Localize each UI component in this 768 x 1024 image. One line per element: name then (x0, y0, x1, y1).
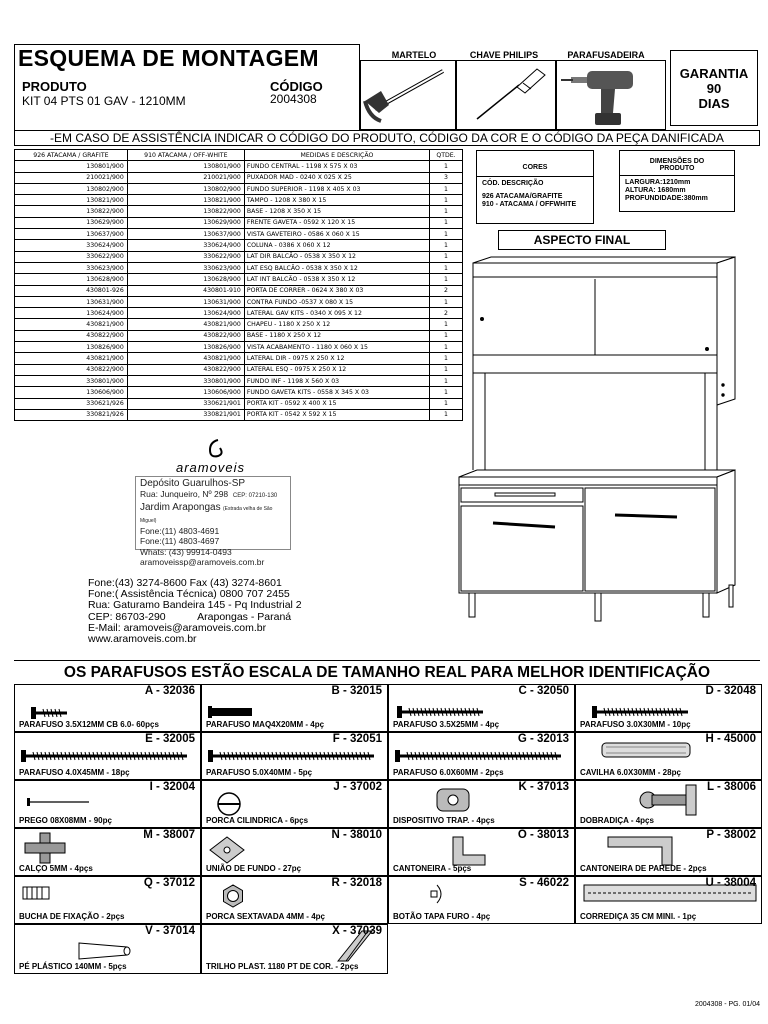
cell-grafite-code: 130624/900 (15, 308, 128, 319)
cell-qty: 1 (430, 330, 463, 341)
contacts-block (88, 578, 302, 645)
hardware-description: CORREDIÇA 35 CM MINI. - 1pç (580, 912, 697, 921)
cell-grafite-code: 330623/900 (15, 262, 128, 273)
hardware-code: D - 32048 (705, 685, 756, 697)
hardware-description: CALÇO 5MM - 4pçs (19, 864, 93, 873)
cell-offwhite-code: 130631/900 (127, 296, 244, 307)
hardware-description: PREGO 08X08MM - 90pç (19, 816, 112, 825)
cell-description: LATERAL ESQ - 0975 X 250 X 12 (244, 364, 429, 375)
hardware-item (575, 732, 762, 780)
product-label: PRODUTO (22, 79, 87, 94)
cell-qty: 1 (430, 229, 463, 240)
warranty-line2: 90 (706, 81, 722, 96)
deposit-box (135, 476, 291, 568)
table-row (15, 319, 463, 330)
table-row (15, 375, 463, 386)
contact-address: Rua: Gaturamo Bandeira 145 - Pq Industrial 2 (88, 599, 302, 612)
cell-description: FUNDO INF - 1198 X 560 X 03 (244, 375, 429, 386)
cell-grafite-code: 130826/900 (15, 342, 128, 353)
deposit-street: Rua: Junqueiro, Nº 298 (140, 489, 229, 500)
cell-offwhite-code: 130802/900 (127, 183, 244, 194)
cell-description: LAT INT BALCÃO - 0538 X 350 X 12 (244, 274, 429, 285)
cell-qty: 1 (430, 240, 463, 251)
hardware-description: PORCA SEXTAVADA 4MM - 4pç (206, 912, 325, 921)
hardware-code: E - 32005 (145, 733, 195, 745)
cell-qty: 1 (430, 398, 463, 409)
cell-offwhite-code: 130628/900 (127, 274, 244, 285)
table-row (15, 398, 463, 409)
screwdriver-label: CHAVE PHILIPS (469, 50, 539, 60)
cell-offwhite-code: 130606/900 (127, 387, 244, 398)
brand-name: aramoveis (176, 460, 245, 475)
deposit-note: (Estrada velha de Sâo Miguel) (140, 505, 273, 524)
cell-offwhite-code: 430801-910 (127, 285, 244, 296)
cell-grafite-code: 130801/900 (15, 161, 128, 172)
cell-grafite-code: 430821/900 (15, 319, 128, 330)
cell-qty: 1 (430, 183, 463, 194)
warranty-box (670, 50, 758, 126)
hardware-code: N - 38010 (331, 829, 382, 841)
cell-grafite-code: 330622/900 (15, 251, 128, 262)
hardware-code: Q - 37012 (143, 877, 195, 889)
table-row (15, 364, 463, 375)
cell-description: PORTA KIT - 0592 X 400 X 15 (244, 398, 429, 409)
cabinet-drawing (455, 255, 755, 645)
cell-description: CONTRA FUNDO -0537 X 080 X 15 (244, 296, 429, 307)
cell-description: BASE - 1180 X 250 X 12 (244, 330, 429, 341)
hardware-item (14, 876, 201, 924)
hardware-item (388, 684, 575, 732)
brand-logo-icon (198, 438, 228, 462)
cell-offwhite-code: 130624/900 (127, 308, 244, 319)
colors-line2: 910 - ATACAMA / OFFWHITE (482, 201, 577, 208)
cell-grafite-code: 130631/900 (15, 296, 128, 307)
hardware-item (575, 828, 762, 876)
cell-grafite-code: 330821/926 (15, 409, 128, 420)
hardware-code: H - 45000 (705, 733, 756, 745)
hardware-description: CANTONEIRA - 5pçs (393, 864, 472, 873)
hardware-code: U - 38004 (705, 877, 756, 889)
table-row (15, 342, 463, 353)
colors-header: CÓD. DESCRIÇÃO (477, 176, 593, 187)
hardware-code: X - 37039 (332, 925, 382, 937)
cell-qty: 1 (430, 251, 463, 262)
cell-grafite-code: 130628/900 (15, 274, 128, 285)
hardware-item (575, 780, 762, 828)
table-row (15, 240, 463, 251)
cell-qty: 1 (430, 364, 463, 375)
colors-line1: 926 ATACAMA/GRAFITE (482, 193, 563, 200)
screwdriver-box (456, 60, 556, 130)
hardware-description: PARAFUSO 3.5X25MM - 4pç (393, 720, 500, 729)
hardware-description: PORCA CILINDRICA - 6pçs (206, 816, 309, 825)
hardware-description: PARAFUSO 3.0X30MM - 10pç (580, 720, 691, 729)
cell-description: LATERAL DIR - 0975 X 250 X 12 (244, 353, 429, 364)
hardware-item (388, 732, 575, 780)
cell-description: VISTA GAVETEIRO - 0586 X 060 X 15 (244, 229, 429, 240)
cell-offwhite-code: 130637/900 (127, 229, 244, 240)
table-row (15, 330, 463, 341)
final-look-label: ASPECTO FINAL (498, 230, 666, 250)
dimensions-title-2: PRODUTO (659, 165, 695, 172)
contact-cep: CEP: 86703-290 Arapongas - Paraná (88, 610, 292, 623)
hardware-description: UNIÃO DE FUNDO - 27pç (206, 864, 302, 873)
hardware-code: V - 37014 (145, 925, 195, 937)
warranty-line3: DIAS (698, 96, 730, 111)
cell-offwhite-code: 330624/900 (127, 240, 244, 251)
deposit-district: Jardim Arapongas (140, 501, 221, 513)
hardware-code: J - 37002 (333, 781, 382, 793)
hardware-item (201, 828, 388, 876)
drill-box (556, 60, 666, 130)
cell-description: TAMPO - 1208 X 380 X 15 (244, 195, 429, 206)
cell-description: VISTA ACABAMENTO - 1180 X 060 X 15 (244, 342, 429, 353)
cell-offwhite-code: 130821/900 (127, 195, 244, 206)
cell-grafite-code: 130802/900 (15, 183, 128, 194)
hardware-item (14, 684, 201, 732)
hardware-description: PARAFUSO 3.5X12MM CB 6.0- 60pçs (19, 720, 159, 729)
deposit-phone1: Fone:(11) 4803-4691 (140, 526, 220, 537)
cell-offwhite-code: 130826/900 (127, 342, 244, 353)
parts-table (14, 149, 463, 421)
deposit-phone2: Fone:(11) 4803-4697 (140, 536, 220, 547)
parts-table-header (15, 150, 463, 161)
code-label: CÓDIGO (270, 79, 323, 94)
hardware-item (14, 732, 201, 780)
cell-offwhite-code: 330622/900 (127, 251, 244, 262)
hardware-item (14, 828, 201, 876)
product-value: KIT 04 PTS 01 GAV - 1210MM (22, 94, 186, 108)
drill-label: PARAFUSADEIRA (567, 50, 645, 60)
cell-description: LAT ESQ BALCÃO - 0538 X 350 X 12 (244, 262, 429, 273)
hardware-item (201, 924, 388, 974)
hardware-code: A - 32036 (144, 685, 195, 697)
hammer-label: MARTELO (391, 50, 437, 60)
cell-offwhite-code: 430821/900 (127, 319, 244, 330)
hardware-code: P - 38002 (706, 829, 756, 841)
hardware-item (575, 876, 762, 924)
assistance-note: -EM CASO DE ASSISTÊNCIA INDICAR O CÓDIGO DO PRODUTO, CÓDIGO DA COR E O CÓDIGO DA PEÇA DANIFICADA (14, 130, 760, 146)
hardware-description: TRILHO PLAST. 1180 PT DE COR. - 2pçs (206, 962, 359, 971)
drill-icon (557, 61, 667, 131)
hardware-item (201, 684, 388, 732)
cell-grafite-code: 130637/900 (15, 229, 128, 240)
table-row (15, 206, 463, 217)
cell-grafite-code: 430822/900 (15, 330, 128, 341)
cell-description: PORTA DE CORRER - 0624 X 380 X 03 (244, 285, 429, 296)
contact-assist: Fone:( Assistência Técnica) 0800 707 2455 (88, 588, 290, 601)
cell-grafite-code: 130606/900 (15, 387, 128, 398)
deposit-line1: Depósito Guarulhos-SP (140, 478, 246, 489)
cell-qty: 1 (430, 409, 463, 420)
hardware-description: PARAFUSO 4.0X45MM - 18pç (19, 768, 130, 777)
cell-qty: 1 (430, 342, 463, 353)
hardware-item (14, 924, 201, 974)
col-header-qty: QTDE. (430, 150, 463, 161)
cell-description: FUNDO CENTRAL - 1198 X 575 X 03 (244, 161, 429, 172)
page-title: ESQUEMA DE MONTAGEM (18, 45, 319, 71)
cell-qty: 1 (430, 375, 463, 386)
cell-offwhite-code: 330623/900 (127, 262, 244, 273)
section-divider (14, 660, 760, 662)
cell-qty: 1 (430, 161, 463, 172)
cell-grafite-code: 430821/900 (15, 353, 128, 364)
cell-grafite-code: 130821/900 (15, 195, 128, 206)
cell-grafite-code: 430822/900 (15, 364, 128, 375)
dimension-height: ALTURA: 1680mm (625, 187, 686, 194)
cell-description: FUNDO SUPERIOR - 1198 X 405 X 03 (244, 183, 429, 194)
hardware-item (388, 876, 575, 924)
table-row (15, 409, 463, 420)
screwdriver-icon (457, 61, 557, 131)
cell-qty: 1 (430, 296, 463, 307)
hardware-code: G - 32013 (517, 733, 569, 745)
hardware-item (388, 828, 575, 876)
hardware-description: PÉ PLÁSTICO 140MM - 5pçs (19, 962, 127, 971)
table-row (15, 251, 463, 262)
cell-description: LAT DIR BALCÃO - 0538 X 350 X 12 (244, 251, 429, 262)
table-row (15, 229, 463, 240)
hardware-item (14, 780, 201, 828)
hardware-description: DOBRADIÇA - 4pçs (580, 816, 654, 825)
hardware-description: BOTÃO TAPA FURO - 4pç (393, 912, 491, 921)
cell-description: LATERAL GAV KITS - 0340 X 095 X 12 (244, 308, 429, 319)
table-row (15, 308, 463, 319)
cell-description: FUNDO GAVETA KITS - 0558 X 345 X 03 (244, 387, 429, 398)
cell-grafite-code: 430801-926 (15, 285, 128, 296)
cell-offwhite-code: 130629/900 (127, 217, 244, 228)
contact-phone: Fone:(43) 3274-8600 Fax (43) 3274-8601 (88, 577, 282, 589)
cell-qty: 1 (430, 353, 463, 364)
cell-qty: 1 (430, 387, 463, 398)
table-row (15, 296, 463, 307)
dimension-depth: PROFUNDIDADE:380mm (625, 195, 708, 202)
cell-offwhite-code: 430822/900 (127, 364, 244, 375)
table-row (15, 353, 463, 364)
cell-qty: 1 (430, 274, 463, 285)
cell-grafite-code: 210021/900 (15, 172, 128, 183)
table-row (15, 195, 463, 206)
cell-offwhite-code: 430822/900 (127, 330, 244, 341)
hardware-item (201, 780, 388, 828)
cell-qty: 1 (430, 319, 463, 330)
cell-description: FRENTE GAVETA - 0592 X 120 X 15 (244, 217, 429, 228)
hardware-code: M - 38007 (143, 829, 195, 841)
warranty-line1: GARANTIA (679, 66, 749, 81)
hardware-code: S - 46022 (519, 877, 569, 889)
cell-description: CHAPEU - 1180 X 250 X 12 (244, 319, 429, 330)
hardware-description: BUCHA DE FIXAÇÃO - 2pçs (19, 912, 125, 921)
cell-description: PORTA KIT - 0542 X 592 X 15 (244, 409, 429, 420)
colors-title: CORES (522, 164, 548, 171)
hardware-item (201, 876, 388, 924)
hardware-code: L - 38006 (706, 781, 756, 793)
dimensions-box (619, 150, 735, 212)
cell-grafite-code: 330624/900 (15, 240, 128, 251)
cell-offwhite-code: 330801/900 (127, 375, 244, 386)
hammer-box (360, 60, 456, 130)
hardware-code: O - 38013 (517, 829, 569, 841)
table-row (15, 285, 463, 296)
cell-qty: 1 (430, 206, 463, 217)
cell-offwhite-code: 130822/900 (127, 206, 244, 217)
cell-description: PUXADOR MAD - 0240 X 025 X 25 (244, 172, 429, 183)
cell-qty: 3 (430, 172, 463, 183)
hardware-description: CAVILHA 6.0X30MM - 28pç (580, 768, 681, 777)
col-header-offwhite: 910 ATACAMA / OFF-WHITE (127, 150, 244, 161)
contact-email: E-Mail: aramoveis@aramoveis.com.br (88, 621, 267, 634)
hardware-code: F - 32051 (332, 733, 382, 745)
cell-grafite-code: 130629/900 (15, 217, 128, 228)
deposit-whats: Whats: (43) 99914-0493 (140, 546, 232, 557)
contact-website: www.aramoveis.com.br (88, 633, 197, 646)
cell-offwhite-code: 330621/901 (127, 398, 244, 409)
cell-qty: 1 (430, 195, 463, 206)
screws-title: OS PARAFUSOS ESTÃO ESCALA DE TAMANHO REAL PARA MELHOR IDENTIFICAÇÃO (63, 664, 711, 681)
table-row (15, 217, 463, 228)
cell-description: COLUNA - 0386 X 060 X 12 (244, 240, 429, 251)
cell-qty: 2 (430, 308, 463, 319)
cell-offwhite-code: 330821/901 (127, 409, 244, 420)
cell-offwhite-code: 210021/900 (127, 172, 244, 183)
dimension-width: LARGURA:1210mm (625, 179, 691, 186)
hardware-description: PARAFUSO 5.0X40MM - 5pç (206, 768, 313, 777)
cell-qty: 2 (430, 285, 463, 296)
cell-qty: 1 (430, 217, 463, 228)
hardware-code: I - 32004 (149, 781, 195, 793)
page-footer: 2004308 - PG. 01/04 (695, 1001, 760, 1008)
code-value: 2004308 (270, 92, 317, 106)
hardware-code: C - 32050 (518, 685, 569, 697)
hardware-description: PARAFUSO 6.0X60MM - 2pçs (393, 768, 504, 777)
cell-offwhite-code: 130801/900 (127, 161, 244, 172)
cell-offwhite-code: 430821/900 (127, 353, 244, 364)
cell-qty: 1 (430, 262, 463, 273)
cell-description: BASE - 1208 X 350 X 15 (244, 206, 429, 217)
hardware-description: CANTONEIRA DE PAREDE - 2pçs (580, 864, 707, 873)
deposit-cep: CEP: 07210-130 (232, 493, 278, 500)
col-header-description: MEDIDAS E DESCRIÇÃO (244, 150, 429, 161)
hardware-description: PARAFUSO MAQ4X20MM - 4pç (206, 720, 325, 729)
cell-grafite-code: 330621/926 (15, 398, 128, 409)
table-row (15, 274, 463, 285)
cell-grafite-code: 130822/900 (15, 206, 128, 217)
hardware-code: R - 32018 (331, 877, 382, 889)
cell-grafite-code: 330801/900 (15, 375, 128, 386)
table-row (15, 387, 463, 398)
table-row (15, 172, 463, 183)
table-row (15, 161, 463, 172)
colors-box (476, 150, 594, 224)
hardware-code: K - 37013 (518, 781, 569, 793)
dimensions-title-1: DIMENSÕES DO (649, 158, 705, 165)
table-row (15, 183, 463, 194)
table-row (15, 262, 463, 273)
hardware-item (575, 684, 762, 732)
hardware-item (201, 732, 388, 780)
col-header-grafite: 926 ATACAMA / GRAFITE (15, 150, 128, 161)
deposit-email: aramoveissp@aramoveis.com.br (140, 557, 265, 568)
hardware-item (388, 780, 575, 828)
hardware-description: DISPOSITIVO TRAP. - 4pçs (393, 816, 495, 825)
hammer-icon (361, 61, 457, 131)
hardware-code: B - 32015 (331, 685, 382, 697)
